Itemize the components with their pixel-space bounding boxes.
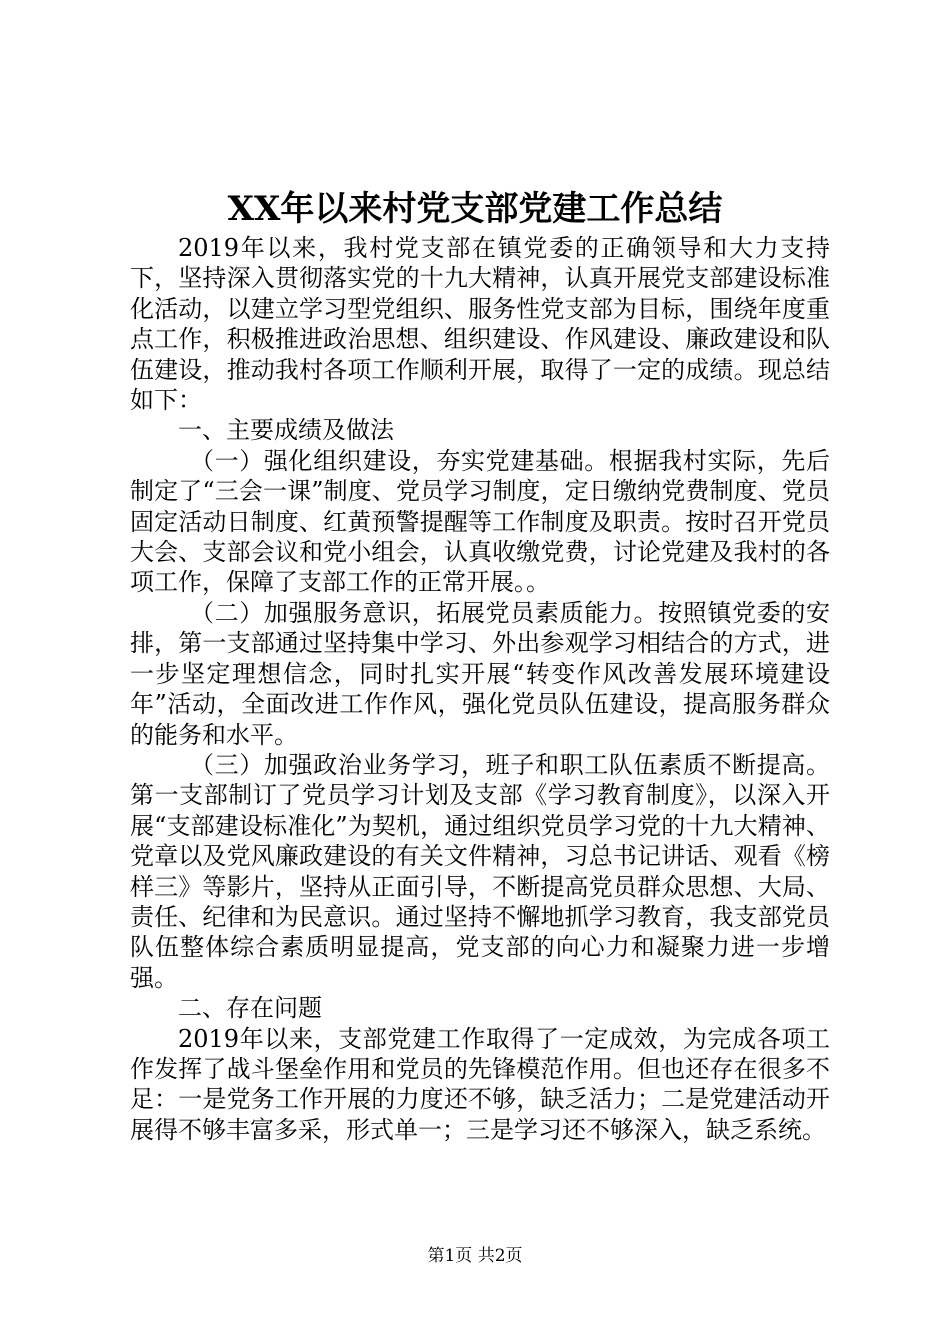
problems-paragraph: 2019年以来，支部党建工作取得了一定成效，为完成各项工作发挥了战斗堡垒作用和党员的先锋模范作用。但也还存在很多不足：一是党务工作开展的力度还不够，缺乏活力；二是党建活动开展得不够丰富多采，形式单一；三是学习还不够深入，缺乏系统。 (130, 1024, 830, 1144)
subsection-paragraph-1: （一）强化组织建设，夯实党建基础。根据我村实际，先后制定了“三会一课”制度、党员学习制度，定日缴纳党费制度、党员固定活动日制度、红黄预警提醒等工作制度及职责。按时召开党员大会、支部会议和党小组会，认真收缴党费，讨论党建及我村的各项工作，保障了支部工作的正常开展。。 (130, 446, 830, 597)
document-body (130, 233, 830, 1145)
intro-paragraph: 2019年以来，我村党支部在镇党委的正确领导和大力支持下，坚持深入贯彻落实党的十九大精神，认真开展党支部建设标准化活动，以建立学习型党组织、服务性党支部为目标，围绕年度重点工作，积极推进政治思想、组织建设、作风建设、廉政建设和队伍建设，推动我村各项工作顺利开展，取得了一定的成绩。现总结如下： (130, 234, 830, 415)
subsection-paragraph-3: （三）加强政治业务学习，班子和职工队伍素质不断提高。第一支部制订了党员学习计划及支部《学习教育制度》，以深入开展“支部建设标准化”为契机，通过组织党员学习党的十九大精神、党章以及党风廉政建设的有关文件精神，习总书记讲话、观看《榜样三》等影片，坚持从正面引导，不断提高党员群众思想、大局、责任、纪律和为民意识。通过坚持不懈地抓学习教育，我支部党员队伍整体综合素质明显提高，党支部的向心力和凝聚力进一步增强。 (130, 750, 830, 992)
section-heading-achievements: 一、主要成绩及做法 (178, 416, 394, 445)
page-footer: 第1页 共2页 (427, 1246, 523, 1266)
section-heading-problems: 二、存在问题 (178, 994, 322, 1023)
subsection-paragraph-2: （二）加强服务意识，拓展党员素质能力。按照镇党委的安排，第一支部通过坚持集中学习、外出参观学习相结合的方式，进一步坚定理想信念，同时扎实开展“转变作风改善发展环境建设年”活动，全面改进工作作风，强化党员队伍建设，提高服务群众的能务和水平。 (130, 598, 830, 749)
document-title: XX年以来村党支部党建工作总结 (227, 189, 723, 229)
